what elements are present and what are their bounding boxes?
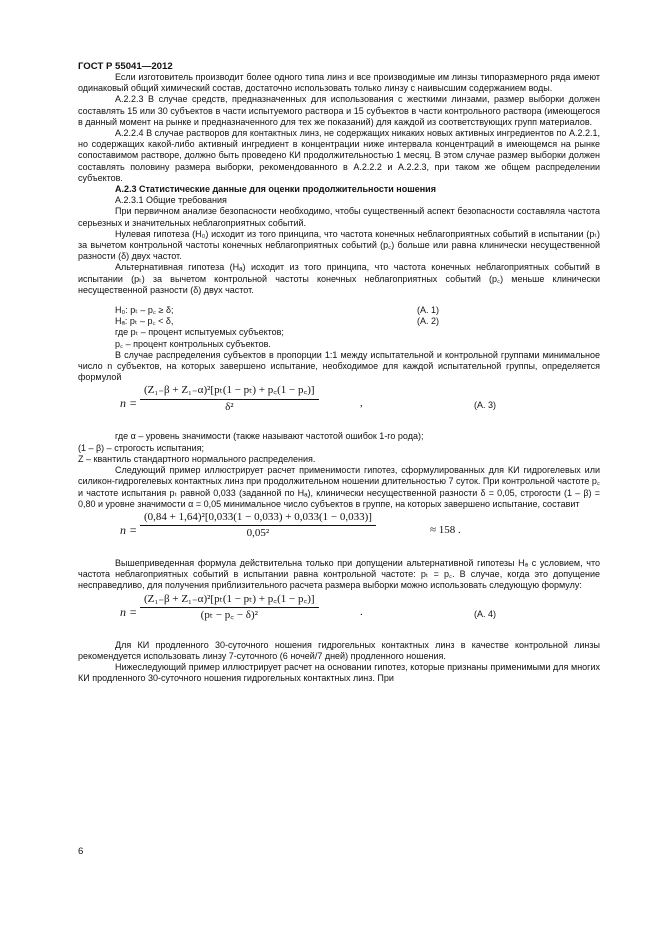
document-header: ГОСТ Р 55041—2012: [78, 61, 173, 72]
formula-denominator: δ²: [140, 399, 319, 413]
formula-tail: .: [360, 605, 363, 618]
where-line: p꜀ – процент контрольных субъектов.: [115, 338, 271, 349]
formula-lhs: n =: [120, 396, 138, 411]
equation-ref: (А. 4): [473, 608, 496, 619]
equation-ref: (А. 3): [473, 400, 496, 411]
formula-tail: ,: [360, 397, 363, 410]
formula-lhs: n =: [120, 522, 138, 537]
formula-numerator: (0,84 + 1,64)²[0,033(1 − 0,033) + 0,033(1 − 0,033)]: [144, 510, 372, 523]
formula-denominator: 0,05²: [140, 525, 376, 539]
page-number: 6: [78, 846, 84, 857]
paragraph: Следующий пример иллюстрирует расчет применимости гипотез, сформулированных для КИ гидрогелевых или силикон-гидрогелевых контактных линз при продолжительном ношении длительностью 7 суток. При контрольной частоте p꜀ и частоте испытания pₜ равной 0,033 (заданной по Hₐ), клинически несущественной разности δ = 0,05, строгости (1 – β) = 0,80 и уровне значимости α = 0,05 минимальное число субъектов в группе, на которых завершено испытание, составит: [78, 465, 600, 509]
formula-numerator: (Z₁₋β + Z₁₋α)²[pₜ(1 − pₜ) + p꜀(1 − p꜀)]: [144, 384, 315, 397]
hypothesis-alt: [78, 316, 600, 327]
where-line: где α – уровень значимости (также называют частотой ошибок 1-го рода);: [115, 431, 424, 442]
formula-tail: ≈ 158 .: [430, 523, 461, 536]
hypothesis-alt-text: Hₐ: pₜ – p꜀ < δ,: [115, 316, 174, 327]
formula-fraction: [140, 510, 376, 539]
formula-example: [78, 510, 600, 558]
formula-fraction: [140, 383, 319, 412]
paragraph: Нулевая гипотеза (H₀) исходит из того принципа, что частота конечных неблагоприятных событий в испытании (pₜ) за вычетом контрольной частоты конечных неблагоприятных событий (p꜀) больше или равна клинически несущественной разности (δ) двух частот.: [78, 228, 600, 262]
formula-a4: [78, 592, 600, 640]
paragraph: А.2.2.3 В случае средств, предназначенных для использования с жесткими линзами, размер выборки должен составлять 15 или 30 субъектов в части испытуемого раствора и 15 субъектов в части контрольного раствора (имеющегося в данный момент на рынке и предназначенного для тех же показаний) для каждой из соответствующих групп материалов.: [78, 94, 600, 127]
paragraph: При первичном анализе безопасности необходимо, чтобы существенный аспект безопасности составляла частота серьезных и значительных неблагоприятных событий.: [78, 206, 600, 228]
hypothesis-null-text: H₀: pₜ – p꜀ ≥ δ;: [115, 305, 174, 316]
paragraph: Если изготовитель производит более одного типа линз и все производимые им линзы типоразмерного ряда имеют одинаковый общий химический состав, достаточно использовать только линзу с наивысшим содержанием воды.: [78, 72, 600, 94]
equation-ref: (А. 1): [417, 305, 440, 316]
paragraph: Нижеследующий пример иллюстрирует расчет на основании гипотез, которые признаны применимыми для многих КИ продленного 30-суточного ношения гидрогельных контактных линз. При: [78, 661, 600, 684]
document-body: [78, 72, 600, 684]
formula-fraction: [140, 592, 319, 621]
formula-a3: [78, 383, 600, 431]
subsection-heading: А.2.3.1 Общие требования: [115, 195, 227, 206]
paragraph: В случае распределения субъектов в пропорции 1:1 между испытательной и контрольной группами минимальное число n субъектов, на которых завершено испытание, необходимое для каждой испытательной группы, определяется формулой: [78, 349, 600, 383]
paragraph: Для КИ продленного 30-суточного ношения гидрогельных контактных линз в качестве контрольной линзы рекомендуется использовать линзу 7-суточного (6 ночей/7 дней) продленного ношения.: [78, 639, 600, 661]
formula-denominator: (pₜ − p꜀ − δ)²: [140, 607, 319, 621]
paragraph: А.2.2.4 В случае растворов для контактных линз, не содержащих никаких новых активных ингредиентов по А.2.2.1, но содержащих какой-либо активный ингредиент в концентрации ниже интервала концентраций в имеющемся на рынке сопоставимом растворе, должно быть проведено КИ продолжительностью 1 месяц. В этом случае размер выборки должен составлять половину размера выборки, рекомендованного в А.2.2.2 и А.2.2.3, при таком же общем распределении субъектов.: [78, 128, 600, 183]
paragraph: Вышеприведенная формула действительна только при допущении альтернативной гипотезы Hₐ с условием, что частота неблагоприятных событий в испытании равна контрольной частоте: pₜ = p꜀. В случае, когда это допущение несправедливо, для получения приблизительного расчета размера выборки можно использовать следующую формулу:: [78, 557, 600, 591]
hypothesis-null: [78, 305, 600, 316]
where-line: Z – квантиль стандартного нормального распределения.: [78, 453, 316, 464]
formula-numerator: (Z₁₋β + Z₁₋α)²[pₜ(1 − pₜ) + p꜀(1 − p꜀)]: [144, 592, 315, 605]
section-heading: А.2.3 Статистические данные для оценки продолжительности ношения: [115, 184, 436, 195]
where-line: (1 – β) – строгость испытания;: [78, 442, 204, 453]
equation-ref: (А. 2): [417, 316, 440, 327]
where-line: где pₜ – процент испытуемых субъектов;: [115, 327, 284, 338]
paragraph: Альтернативная гипотеза (Hₐ) исходит из того принципа, что частота конечных неблагоприятных событий в испытании (pₜ) за вычетом контрольной частоты конечных неблагоприятных событий (p꜀) меньше клинически несущественной разности (δ) двух частот.: [78, 262, 600, 295]
formula-lhs: n =: [120, 604, 138, 619]
